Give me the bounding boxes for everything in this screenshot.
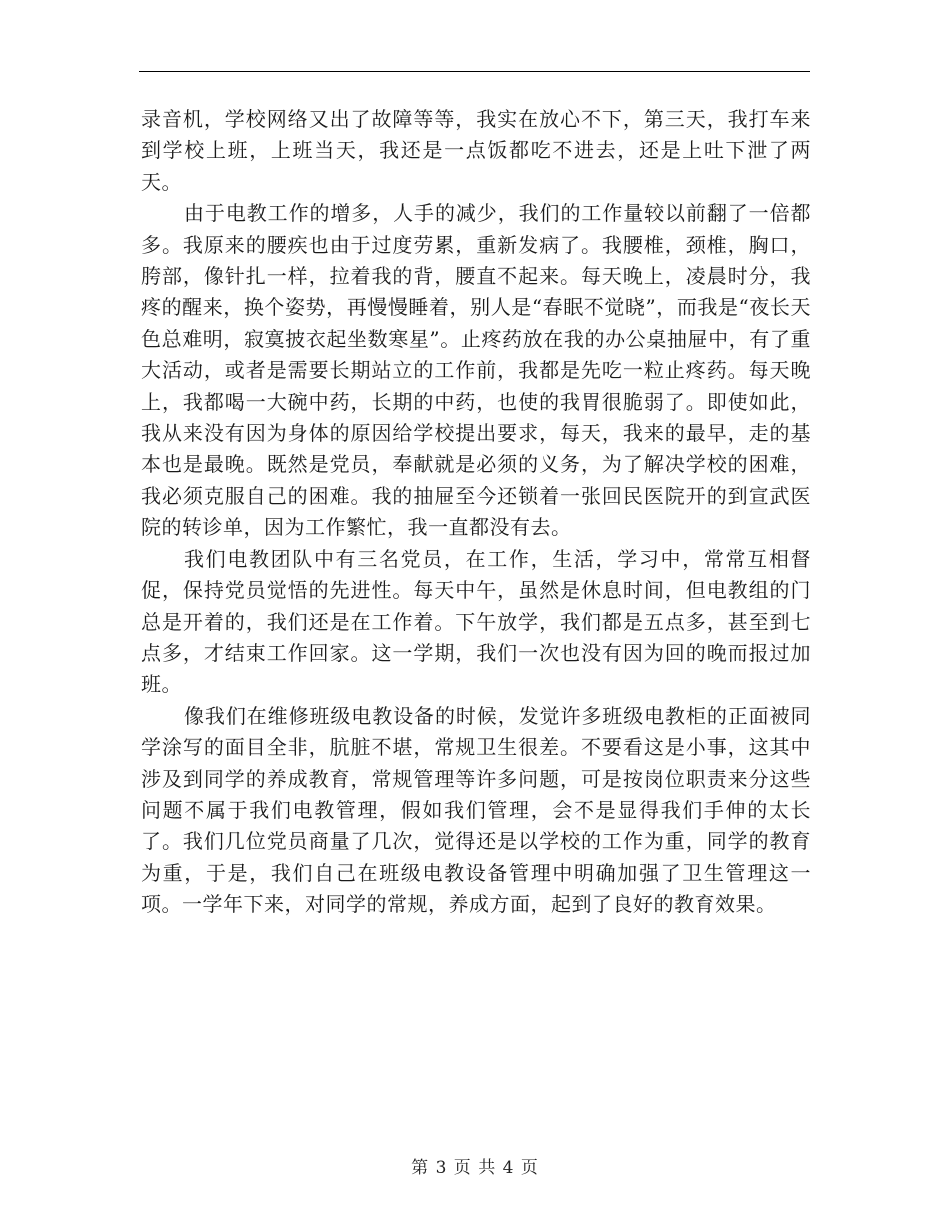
paragraph: 录音机，学校网络又出了故障等等，我实在放心不下，第三天，我打车来到学校上班，上班当天，我还是一点饭都吃不进去，还是上吐下泄了两天。	[141, 107, 811, 194]
paragraph: 由于电教工作的增多，人手的减少，我们的工作量较以前翻了一倍都多。我原来的腰疾也由于过度劳累，重新发病了。我腰椎，颈椎，胸口，胯部，像针扎一样，拉着我的背，腰直不起来。每天晚上，凌晨时分，我疼的醒来，换个姿势，再慢慢睡着，别人是“春眠不觉晓”，而我是“夜长天色总难明，寂寞披衣起坐数寒星”。止疼药放在我的办公桌抽屉中，有了重大活动，或者是需要长期站立的工作前，我都是先吃一粒止疼药。每天晚上，我都喝一大碗中药，长期的中药，也使的我胃很脆弱了。即使如此，我从来没有因为身体的原因给学校提出要求，每天，我来的最早，走的基本也是最晚。既然是党员，奉献就是必须的义务，为了解决学校的困难，我必须克服自己的困难。我的抽屉至今还锁着一张回民医院开的到宣武医院的转诊单，因为工作繁忙，我一直都没有去。	[141, 201, 811, 540]
document-body	[141, 104, 811, 921]
paragraph: 像我们在维修班级电教设备的时候，发觉许多班级电教柜的正面被同学涂写的面目全非，肮脏不堪，常规卫生很差。不要看这是小事，这其中涉及到同学的养成教育，常规管理等许多问题，可是按岗位职责来分这些问题不属于我们电教管理，假如我们管理，会不是显得我们手伸的太长了。我们几位党员商量了几次，觉得还是以学校的工作为重，同学的教育为重，于是，我们自己在班级电教设备管理中明确加强了卫生管理这一项。一学年下来，对同学的常规，养成方面，起到了良好的教育效果。	[141, 703, 811, 917]
page-number: 第 3 页 共 4 页	[411, 1158, 539, 1178]
header-rule	[139, 71, 810, 72]
paragraph: 我们电教团队中有三名党员，在工作，生活，学习中，常常互相督促，保持党员觉悟的先进性。每天中午，虽然是休息时间，但电教组的门总是开着的，我们还是在工作着。下午放学，我们都是五点多，甚至到七点多，才结束工作回家。这一学期，我们一次也没有因为回的晚而报过加班。	[141, 546, 811, 697]
